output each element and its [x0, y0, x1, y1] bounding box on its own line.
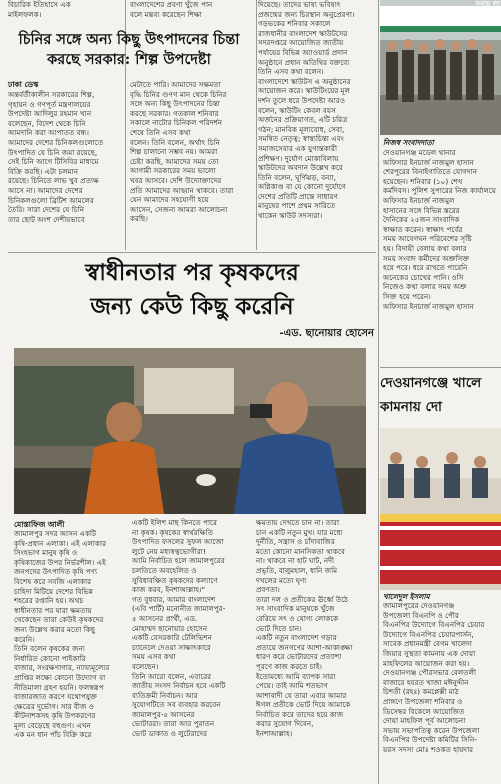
story2-col2: একটি ইলিশ মাছ কিনতে পারে না কৃষক। কৃষকের স্বার্থরক্ষিতি উৎপাদিত ফসলের সুফল আজো লুটে নেয় মধ্যস্বত্বভোগীরা! আমি নির্বাচিত হলে জামালপুরের চলতিতে অবহেলিত ও সুবিধাবঞ্চিত কৃষকদের কল্যাণে কাজ করব, ইনশাআল্লাহ।" গত বুধবার, আমার বাংলাদেশ (এবি পার্টি) মনোনীত জামালপুর- ৫ আসনের প্রার্থী, এড. মোহাম্মদ ছানোয়ার হোসেন একটি বেসরকারি টেলিভিশন চ্যানেলে দেওয়া সাক্ষাৎকারে সময় এসব কথা বলেছেন। তিনি আরো বলেন, এবারের জাতীয় সংসদ নির্বাচন হবে একটি ব্যতিক্রমী নির্বাচন। আর সুযোগটিতে সব ব্যবহার করবেন জামালপুর-৫ আসনের ভোটাররা। তারা আর পুরাতন ভোট ডাকাত ও লুটেরাদের: [132, 518, 226, 739]
story2-attribution: -এড. ছানোয়ার হোসেন: [279, 328, 374, 339]
story3-body: দেওয়ানগঞ্জ মডেল থানার অফিসার ইনচার্জ নাজমুল হাসান শেরপুরের বিনাইগাতিতে যোগদান হয়েছেন। শনিবার (১০) শেখ কর্মদিবস। পুলিশ সুপারের নিজ কার্যালয়ে অফিসার ইনচার্জ নাজমুল হাসানের সঙ্গে বিভিন্ন স্তরের দৈনিকের ২৫জন সাংবাদিক স্বাক্ষাত করেন। স্বাক্ষাৎ পর্বের সময় আবেগঘন পরিবেশের সৃষ্টি হয়। বিদায়ী বেলায় কথা বলার সময় সংবাদ কর্মীদের অশ্রুসিক্ত হয়ে পরে। ধরে রাখতে পারেনি অনেকের চোখের পানি। ওসি নিজেও কথা বলার সময় অশ্রু সিক্ত হয়ে পরেন। অফিসার ইনচার্জ নাজমুল হাসান: [383, 148, 496, 311]
story4-photo: [380, 428, 501, 590]
story1-headline: চিনির সঙ্গে অন্য কিছু উৎপাদনের চিন্তা করছে সরকার: শিল্প উপদেষ্টা: [18, 31, 240, 68]
story2-col1: জামালপুর সদর আসন একটি কৃষি-প্রধান এলাকা। এই এলাকার সিংহভাগ মানুষ কৃষি ও কৃষিকাজের উপর নির্ভরশীল। এই জনপদের উৎপাদিত কৃষি পণ্য বিশেষ করে সবজি এলাকার চাহিদা মিটিয়ে দেশের বিভিন্ন শহরের রপ্তানি হয়। অথচ স্বাধীনতার পর যারা ক্ষমতায় থেকেছেন তারা কেউই কৃষকদের জন্য উল্লেখ করার মতো কিছু করেনি। তিনি বলেন কৃষকের জন্য নির্ধারিত কোনো পাইকারি বাজার, সংরক্ষণাগার, ন্যায্যমূল্যের প্রাপ্তির লক্ষ্যে কোনো উদ্যোগ বা নীতিমালা গ্রহণ হয়নি। ফলস্বরূপ বাজারজাত করণে যথোপযুক্ত ক্ষেত্রের দুর্ভোগ। সার বীজ ও কীটনাশকসহ কৃষি উপকরণের মূল্য বেড়েছে বহুগুণ। এখন এক মন ধান পাঁচ বিক্রি করে: [14, 529, 110, 740]
story4-body: জামালপুরের দেওয়ানগঞ্জ উপজেলা বিএনপি ও পৌর বিএনপির উদ্যোগে বিএনপির চেয়ার উদ্যোগে বিএনপির চেয়ারপার্সন, সাবেক প্রধানমন্ত্রী বেগম খালেদা জিয়ার সুস্থতা কামনায় এক দোয়া মাহফিলের আয়োজন করা হয়। দেওয়ানগঞ্জ পৌরসভার বেলতলী বাজারে হযরত খাজা মঈনুদ্দীন চিশতী (রহঃ) কমপ্লেক্সী মাঠ প্রাঙ্গণে উপজেলা শনিবার ও ডিসেম্বর বিকেলে আয়োজিত দোয়া মাহফিল পূর্ব আলোচনা সভায় সভাপতিত্ব করেন উপজেলা বিএনপির উপদেষ্টা কমিটির সিনি- য়রস সদস্য মোঃ শওকত হায়দার: [383, 601, 485, 754]
story4-headline: দেওয়ানগঞ্জে খালে কামনায় দো: [380, 375, 482, 415]
column-divider: [378, 0, 379, 784]
top-right-article: দিয়েছে। তাদের ভাষ্য ভবিষ্যৎ প্রজন্মের জন্য চিরস্থান অনুপ্রেরণা। গড়ভকের শনিবার সকালে রাজধানীর বাংলাদেশ স্কাউটসের সদরদপ্তরে আয়োজিত জাতীয় পর্যায়ের বিভিন্ন অ্যাওয়ার্ড প্রদান অনুষ্ঠানে প্রধান অতিথির বক্তব্যে তিনি এসব কথা বলেন। বাংলাদেশে স্কাউটস এ অনুষ্ঠানের আয়োজন করে। স্কাউটিংয়ের মূল দর্শন তুলে ধরে উপদেষ্টা আরও বলেন, স্কাউটিং কেবল বয়স অর্জনের প্রক্রিয়াগত, এটি চরিত্র গঠন; মানবিক মূল্যবোধ, সেবা, সমন্বিত নেতৃত্ব; স্বাস্থ্যচিন্তা এবং সমাজসেবার এক যুগান্তকারী প্রশিক্ষণ। দুর্যোগ মোকাবিলায় স্কাউটদের অবদান উল্লেখ করে তিনি বলেন, ঘূর্ণিঝড়, বন্যা, অগ্নিকাণ্ড বা যে কোনো দুর্যোগে দেশের প্রতিটি প্রান্তে সাধারণ মানুষের পাশে প্রথম সারিতে থাকেন স্কাউট সদস্যরা।: [258, 0, 355, 221]
story2-col3: ক্ষমতায় দেখতে চান না। তারা চান একটি নতুন মুখ। যার মধ্যে দুর্নীতি, সন্ত্রাস ও চাঁদাবাজির মতো কোনো মানসিকতা থাকবে না। থাকবে না হাট ঘাট, নদী প্রভৃতি, বালুমহাল, ধানি জমি দখলের মতো ঘৃণ্য প্রবণতা। তারা দল ও প্রতীকের ঊর্ধ্বে উঠে সৎ সাংবাদিক মানুষকে খুঁজে বেরিয়ে সৎ ও যোগ্য লোককে ভোট দিতে চান। একটি নতুন বাংলাদেশ গড়ার প্রত্যয়ে জনগণের আশা-আকাঙ্ক্ষা ধারণ করে ভোটারদের প্রত্যাশা পূরণে কাজ করতে চাই। ইতোমধ্যে আমি ব্যাপক সারা পেয়ে। তাই আমি শতভাগ আশাবাদী যে তারা এবার আমার ঈগল প্রতীকে ভোট দিয়ে আমাকে নির্বাচিত করে তাদের হয়ে কাজ করার সুযোগ দিবেন, ইনশাআল্লাহ।: [256, 518, 353, 739]
story2-photo: [14, 348, 366, 514]
story1-col1: অন্তর্বর্তীকালীন সরকারের শিল্প, গৃহায়ন ও গণপূর্ত মন্ত্রণালয়ের উপদেষ্টা আদিলুর রহমান খান বলেছেন, বিদেশ থেকে চিনি আমদানি করা আপাতত বন্ধ। আমাদের দেশের চিনিকলগুলোতে উৎপাদিত যে চিনি জমা রয়েছে, সেই চিনি আগে টিসিবির মাধ্যমে বিক্রি করছি। এটা চলমান রয়েছে। চিনিতে লাভ খুব প্রত্যক্ষ আসে না। আমাদের দেশের চিনিকলগুলো ব্রিটিশ আমলের তৈরি। সারা দেশের যে চিনি তার ছোট অংশ দেশীয়ভাবে: [8, 90, 104, 224]
top-left-fragment: বিচারিক ইতিহাসে এক মাইলফলক।: [8, 0, 71, 19]
story3-photo: [380, 0, 501, 135]
story1-byline: ঢাকা ডেস্ক: [8, 80, 39, 89]
story2-byline: মোস্তাফিজ আলী: [14, 520, 65, 529]
story2-headline: স্বাধীনতার পর কৃষকদের জন্য কেউ কিছু করেনি: [85, 259, 299, 320]
top-mid-fragment: বাংলাদেশের প্রবণা খুঁজে পান বলে মন্তব্য করেছেন শিক্ষা: [130, 0, 213, 19]
story4-byline: খালেদুল ইসলাম: [383, 592, 430, 601]
story3-byline: নিজস্ব সংবাদদাতা: [383, 138, 434, 147]
story1-col2: মেটাতে পারি। আমাদের সক্ষমতা বৃদ্ধি চিনির গুণগ মান থেকে চিনির সঙ্গে অন্য কিছু উৎপাদনের চিন্তা করছে সরকার। গতকাল শনিবার সকালে নাটোর চিনিকল পরিদর্শন শেষে তিনি এসব কথা বলেন। তিনি বলেন, অর্থাৎ চিনি শিল্প চালানো সম্ভব নয়। আমরা চেষ্টা করছি, আমাদের সময় তো আগামী সরকারের সময় ভালো খবর আসবে। দেশি উদ্যোক্তাদের প্রতি আমাদের আহ্বান থাকবে। তারা যেন আমাদের সহযোগী হয়ে আসেন, সেজন্য আমরা আলোচনা করছি।: [130, 80, 234, 224]
section-divider: [8, 252, 376, 253]
column-divider: [256, 0, 257, 250]
section-divider: [380, 367, 501, 368]
story3-headline: সনায় লা: [475, 0, 500, 8]
